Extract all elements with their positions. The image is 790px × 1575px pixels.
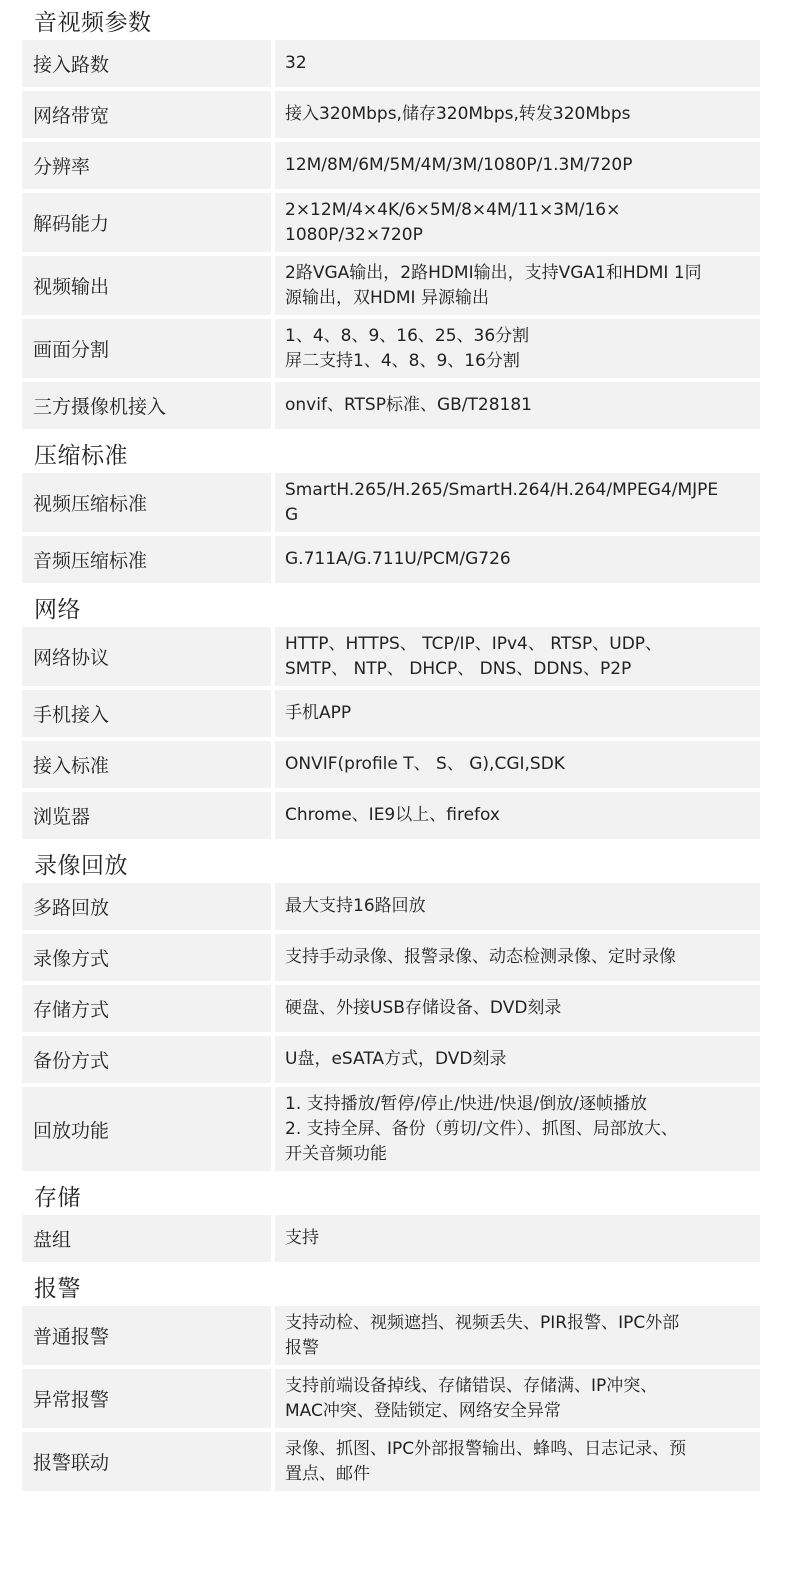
spec-label: 三方摄像机接入 — [22, 382, 271, 429]
spec-value: 12M/8M/6M/5M/4M/3M/1080P/1.3M/720P — [275, 142, 760, 189]
spec-row — [22, 382, 760, 429]
spec-value: 1、4、8、9、16、25、36分割 屏二支持1、4、8、9、16分割 — [275, 319, 760, 378]
spec-value: 录像、抓图、IPC外部报警输出、蜂鸣、日志记录、预 置点、邮件 — [275, 1432, 760, 1491]
spec-label: 解码能力 — [22, 193, 271, 252]
spec-value: 2路VGA输出，2路HDMI输出，支持VGA1和HDMI 1同 源输出，双HDMI 异源输出 — [275, 256, 760, 315]
spec-row — [22, 142, 760, 189]
spec-value: 2×12M/4×4K/6×5M/8×4M/11×3M/16× 1080P/32×720P — [275, 193, 760, 252]
spec-row — [22, 934, 760, 981]
spec-label: 网络协议 — [22, 627, 271, 686]
spec-row — [22, 1215, 760, 1262]
spec-row — [22, 256, 760, 315]
spec-value: 最大支持16路回放 — [275, 883, 760, 930]
spec-label: 分辨率 — [22, 142, 271, 189]
spec-label: 视频压缩标准 — [22, 473, 271, 532]
spec-label: 回放功能 — [22, 1087, 271, 1171]
spec-value: 支持 — [275, 1215, 760, 1262]
spec-value: 接入320Mbps,储存320Mbps,转发320Mbps — [275, 91, 760, 138]
spec-label: 手机接入 — [22, 690, 271, 737]
section-title-network: 网络 — [34, 596, 81, 623]
spec-value: 32 — [275, 40, 760, 87]
spec-label: 普通报警 — [22, 1306, 271, 1365]
spec-row — [22, 536, 760, 583]
spec-row — [22, 40, 760, 87]
spec-value: Chrome、IE9以上、firefox — [275, 792, 760, 839]
spec-row — [22, 1369, 760, 1428]
section-title-av: 音视频参数 — [34, 9, 152, 36]
spec-label: 多路回放 — [22, 883, 271, 930]
spec-value: G.711A/G.711U/PCM/G726 — [275, 536, 760, 583]
spec-value: U盘，eSATA方式，DVD刻录 — [275, 1036, 760, 1083]
spec-label: 接入标准 — [22, 741, 271, 788]
spec-label: 存储方式 — [22, 985, 271, 1032]
section-title-storage: 存储 — [34, 1184, 81, 1211]
spec-row — [22, 985, 760, 1032]
spec-row — [22, 792, 760, 839]
spec-label: 盘组 — [22, 1215, 271, 1262]
section-title-compression: 压缩标准 — [34, 442, 128, 469]
spec-value: 支持手动录像、报警录像、动态检测录像、定时录像 — [275, 934, 760, 981]
spec-row — [22, 883, 760, 930]
spec-row — [22, 741, 760, 788]
spec-label: 音频压缩标准 — [22, 536, 271, 583]
spec-row — [22, 1306, 760, 1365]
spec-label: 浏览器 — [22, 792, 271, 839]
spec-value: 支持动检、视频遮挡、视频丢失、PIR报警、IPC外部 报警 — [275, 1306, 760, 1365]
spec-value: SmartH.265/H.265/SmartH.264/H.264/MPEG4/MJPE G — [275, 473, 760, 532]
spec-row — [22, 690, 760, 737]
spec-label: 接入路数 — [22, 40, 271, 87]
spec-value: ONVIF(profile T、 S、 G),CGI,SDK — [275, 741, 760, 788]
spec-label: 异常报警 — [22, 1369, 271, 1428]
spec-row — [22, 319, 760, 378]
spec-label: 录像方式 — [22, 934, 271, 981]
section-title-playback: 录像回放 — [34, 852, 128, 879]
spec-row — [22, 193, 760, 252]
spec-label: 视频输出 — [22, 256, 271, 315]
spec-value: onvif、RTSP标准、GB/T28181 — [275, 382, 760, 429]
spec-row — [22, 1087, 760, 1171]
spec-label: 画面分割 — [22, 319, 271, 378]
spec-row — [22, 91, 760, 138]
spec-label: 网络带宽 — [22, 91, 271, 138]
spec-value: 1. 支持播放/暂停/停止/快进/快退/倒放/逐帧播放 2. 支持全屏、备份（剪切/文件）、抓图、局部放大、 开关音频功能 — [275, 1087, 760, 1171]
spec-row — [22, 1036, 760, 1083]
spec-value: 手机APP — [275, 690, 760, 737]
spec-row — [22, 627, 760, 686]
spec-value: 硬盘、外接USB存储设备、DVD刻录 — [275, 985, 760, 1032]
spec-value: 支持前端设备掉线、存储错误、存储满、IP冲突、 MAC冲突、登陆锁定、网络安全异常 — [275, 1369, 760, 1428]
spec-row — [22, 473, 760, 532]
spec-label: 报警联动 — [22, 1432, 271, 1491]
spec-row — [22, 1432, 760, 1491]
spec-label: 备份方式 — [22, 1036, 271, 1083]
spec-value: HTTP、HTTPS、 TCP/IP、IPv4、 RTSP、UDP、 SMTP、 NTP、 DHCP、 DNS、DDNS、P2P — [275, 627, 760, 686]
section-title-alarm: 报警 — [34, 1275, 81, 1302]
